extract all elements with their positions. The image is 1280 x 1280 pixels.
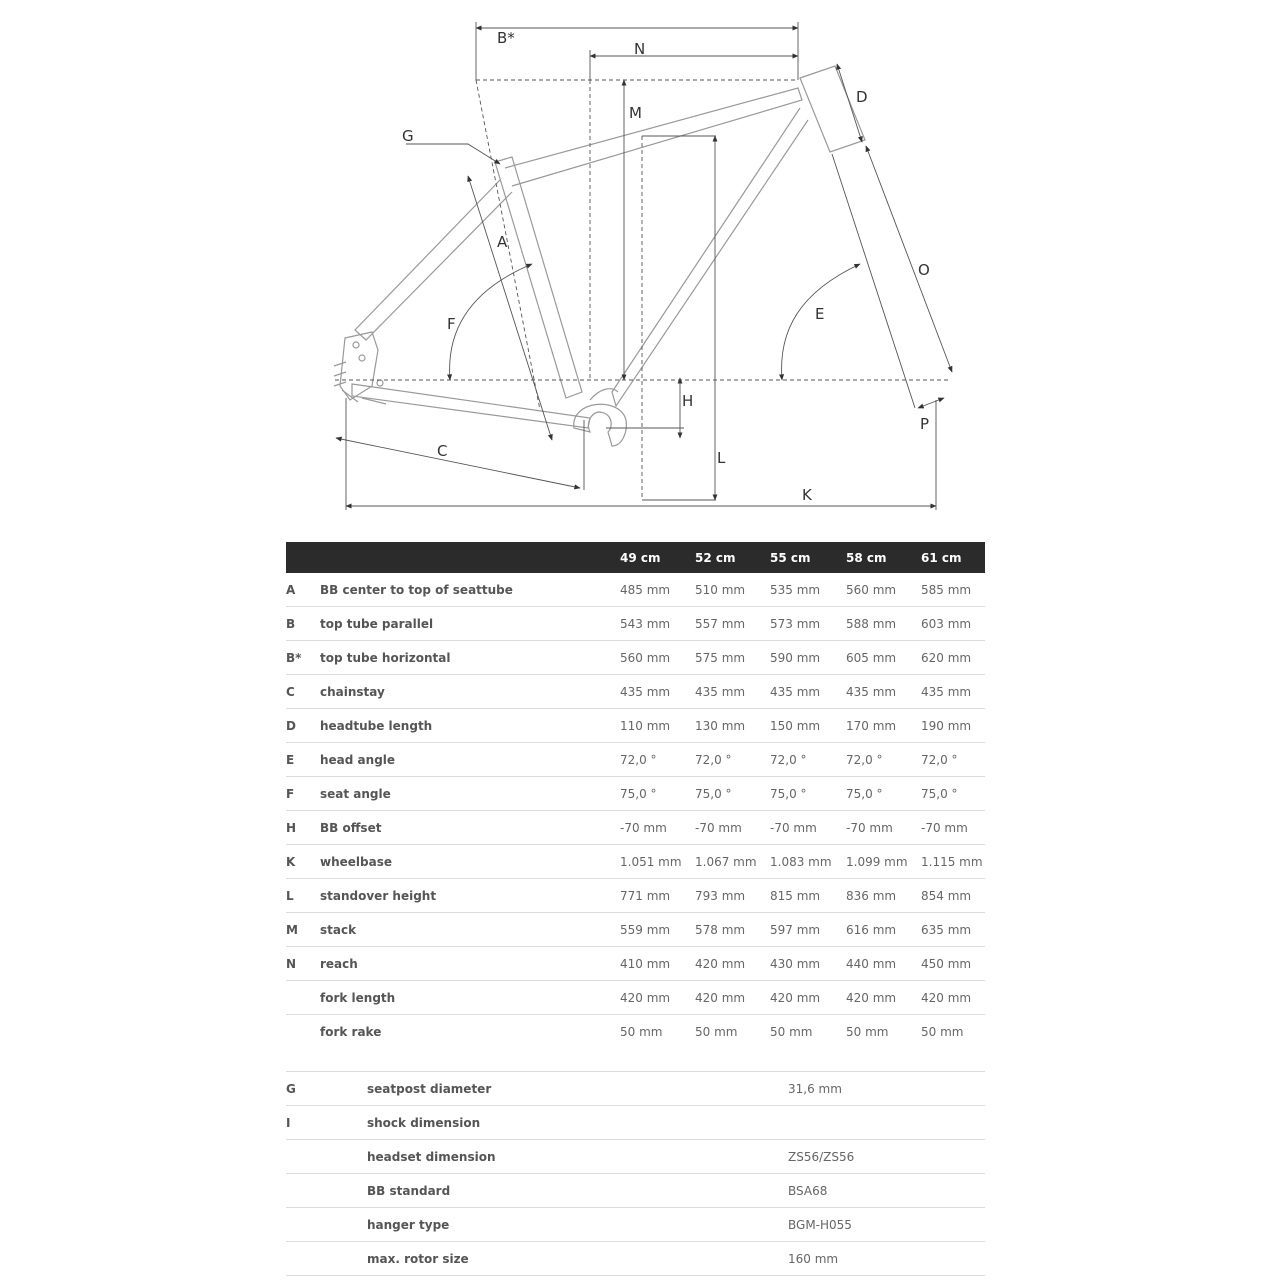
row-label: stack: [320, 913, 620, 947]
spec-table: [286, 1071, 985, 1276]
row-value: 435 mm: [620, 675, 695, 709]
row-value: 1.051 mm: [620, 845, 695, 879]
row-key: M: [286, 913, 320, 947]
row-value: 543 mm: [620, 607, 695, 641]
row-key: B: [286, 607, 320, 641]
row-label: standover height: [320, 879, 620, 913]
row-label: chainstay: [320, 675, 620, 709]
row-value: 573 mm: [770, 607, 846, 641]
spec-key: I: [286, 1106, 367, 1140]
row-value: 854 mm: [921, 879, 985, 913]
spec-row: [286, 1174, 985, 1208]
header-size: 52 cm: [695, 542, 770, 573]
row-value: 190 mm: [921, 709, 985, 743]
row-label: BB offset: [320, 811, 620, 845]
row-value: 50 mm: [846, 1024, 889, 1039]
row-key: D: [286, 709, 320, 743]
dimension-labels: [402, 29, 930, 504]
table-row: [286, 947, 985, 981]
row-value: 420 mm: [921, 981, 985, 1015]
row-value: 72,0 °: [620, 743, 695, 777]
bike-frame: [334, 66, 865, 446]
label-m: M: [629, 104, 642, 122]
label-p: P: [920, 415, 930, 433]
row-value: 72,0 °: [770, 743, 846, 777]
row-value: 435 mm: [695, 675, 770, 709]
spec-label: seatpost diameter: [367, 1072, 788, 1106]
row-value: 603 mm: [921, 607, 985, 641]
row-value: 75,0 °: [620, 777, 695, 811]
row-value: 535 mm: [770, 573, 846, 607]
spec-label: BB standard: [367, 1174, 788, 1208]
row-value: 75,0 °: [846, 777, 921, 811]
row-value: 50 mm: [770, 1024, 813, 1039]
table-row: [286, 607, 985, 641]
row-key: E: [286, 743, 320, 777]
label-c: C: [437, 442, 448, 460]
row-label: head angle: [320, 743, 620, 777]
label-l: L: [717, 449, 726, 467]
row-value: 605 mm: [846, 641, 921, 675]
row-value: 559 mm: [620, 913, 695, 947]
table-row: [286, 981, 985, 1015]
spec-value: [788, 1106, 985, 1140]
row-value: 50 mm: [921, 1024, 964, 1039]
label-f: F: [447, 315, 456, 333]
spec-row: [286, 1140, 985, 1174]
row-value: 485 mm: [620, 573, 695, 607]
header-size: 58 cm: [846, 542, 921, 573]
row-value: 635 mm: [921, 913, 985, 947]
table-row: [286, 777, 985, 811]
spec-key: [286, 1174, 367, 1208]
spec-key: G: [286, 1072, 367, 1106]
row-key: F: [286, 777, 320, 811]
row-value: 420 mm: [695, 981, 770, 1015]
row-value: 450 mm: [921, 947, 985, 981]
row-key: H: [286, 811, 320, 845]
row-value: 578 mm: [695, 913, 770, 947]
header-size: 49 cm: [620, 542, 695, 573]
row-value: 420 mm: [770, 981, 846, 1015]
row-value: 420 mm: [846, 981, 921, 1015]
table-row: [286, 709, 985, 743]
spec-value: 160 mm: [788, 1242, 985, 1276]
row-label: wheelbase: [320, 845, 620, 879]
header-key: [286, 542, 320, 573]
header-size: 61 cm: [921, 542, 985, 573]
row-value: -70 mm: [846, 811, 921, 845]
table-row: [286, 879, 985, 913]
row-value: 435 mm: [846, 675, 921, 709]
spec-label: max. rotor size: [367, 1242, 788, 1276]
label-d: D: [856, 88, 868, 106]
row-key: A: [286, 573, 320, 607]
frame-geometry-diagram: [0, 0, 1280, 530]
label-h: H: [682, 392, 694, 410]
row-value: 590 mm: [770, 641, 846, 675]
row-label: seat angle: [320, 777, 620, 811]
row-value: -70 mm: [620, 811, 695, 845]
label-a: A: [497, 233, 508, 251]
row-value: 75,0 °: [770, 777, 846, 811]
geometry-table: [286, 542, 985, 1048]
row-value: 575 mm: [695, 641, 770, 675]
table-row: [286, 641, 985, 675]
row-label: headtube length: [320, 709, 620, 743]
row-value: 1.067 mm: [695, 845, 770, 879]
row-value: 616 mm: [846, 913, 921, 947]
spec-label: hanger type: [367, 1208, 788, 1242]
row-label: top tube horizontal: [320, 641, 620, 675]
row-value: 430 mm: [770, 947, 846, 981]
table-row: [286, 913, 985, 947]
row-value: 72,0 °: [695, 743, 770, 777]
row-value: 771 mm: [620, 879, 695, 913]
row-value: 620 mm: [921, 641, 985, 675]
row-value: 420 mm: [695, 947, 770, 981]
label-e: E: [815, 305, 825, 323]
row-value: 560 mm: [620, 641, 695, 675]
row-value: 815 mm: [770, 879, 846, 913]
row-value: 435 mm: [921, 675, 985, 709]
row-value: 793 mm: [695, 879, 770, 913]
header-size: 55 cm: [770, 542, 846, 573]
row-value: 170 mm: [846, 709, 921, 743]
row-label: fork length: [320, 981, 620, 1015]
row-label: BB center to top of seattube: [320, 573, 620, 607]
row-value: 836 mm: [846, 879, 921, 913]
row-value: 510 mm: [695, 573, 770, 607]
row-value: 150 mm: [770, 709, 846, 743]
geometry-body: [286, 573, 985, 1048]
row-value: 585 mm: [921, 573, 985, 607]
spec-label: headset dimension: [367, 1140, 788, 1174]
row-value: -70 mm: [770, 811, 846, 845]
row-value: 72,0 °: [921, 743, 985, 777]
spec-value: 31,6 mm: [788, 1072, 985, 1106]
header-label: [320, 542, 620, 573]
row-label: fork rake: [320, 1024, 382, 1039]
table-row: [286, 573, 985, 607]
spec-row: [286, 1208, 985, 1242]
spec-value: BSA68: [788, 1174, 985, 1208]
row-key: B*: [286, 641, 320, 675]
row-key: [286, 981, 320, 1015]
row-key: [286, 1015, 320, 1049]
table-row: [286, 845, 985, 879]
spec-value: ZS56/ZS56: [788, 1140, 985, 1174]
row-key: C: [286, 675, 320, 709]
spec-key: [286, 1208, 367, 1242]
spec-key: [286, 1242, 367, 1276]
row-value: 50 mm: [620, 1024, 663, 1039]
label-o: O: [918, 261, 930, 279]
row-value: 110 mm: [620, 709, 695, 743]
label-n: N: [634, 40, 646, 58]
row-value: 420 mm: [620, 981, 695, 1015]
row-value: 75,0 °: [921, 777, 985, 811]
table-row: [286, 811, 985, 845]
row-value: 1.083 mm: [770, 845, 846, 879]
row-value: 440 mm: [846, 947, 921, 981]
row-key: N: [286, 947, 320, 981]
row-value: 597 mm: [770, 913, 846, 947]
table-row: [286, 675, 985, 709]
row-value: 410 mm: [620, 947, 695, 981]
geometry-header-row: [286, 542, 985, 573]
row-value: 588 mm: [846, 607, 921, 641]
spec-row: [286, 1072, 985, 1106]
row-value: 50 mm: [695, 1024, 738, 1039]
row-value: 435 mm: [770, 675, 846, 709]
row-label: top tube parallel: [320, 607, 620, 641]
row-value: 557 mm: [695, 607, 770, 641]
row-value: 560 mm: [846, 573, 921, 607]
row-value: 1.115 mm: [921, 845, 985, 879]
row-key: K: [286, 845, 320, 879]
spec-value: BGM-H055: [788, 1208, 985, 1242]
spec-row: [286, 1106, 985, 1140]
label-b-star: B*: [497, 29, 515, 47]
row-value: 72,0 °: [846, 743, 921, 777]
spec-key: [286, 1140, 367, 1174]
row-value: 130 mm: [695, 709, 770, 743]
spec-label: shock dimension: [367, 1106, 788, 1140]
table-row: [286, 743, 985, 777]
row-label: reach: [320, 947, 620, 981]
row-value: 75,0 °: [695, 777, 770, 811]
row-value: 1.099 mm: [846, 845, 921, 879]
spec-body: [286, 1072, 985, 1276]
table-row: [286, 1015, 985, 1049]
row-value: -70 mm: [695, 811, 770, 845]
label-g: G: [402, 127, 414, 145]
row-value: -70 mm: [921, 811, 985, 845]
spec-row: [286, 1242, 985, 1276]
row-key: L: [286, 879, 320, 913]
label-k: K: [802, 486, 812, 504]
